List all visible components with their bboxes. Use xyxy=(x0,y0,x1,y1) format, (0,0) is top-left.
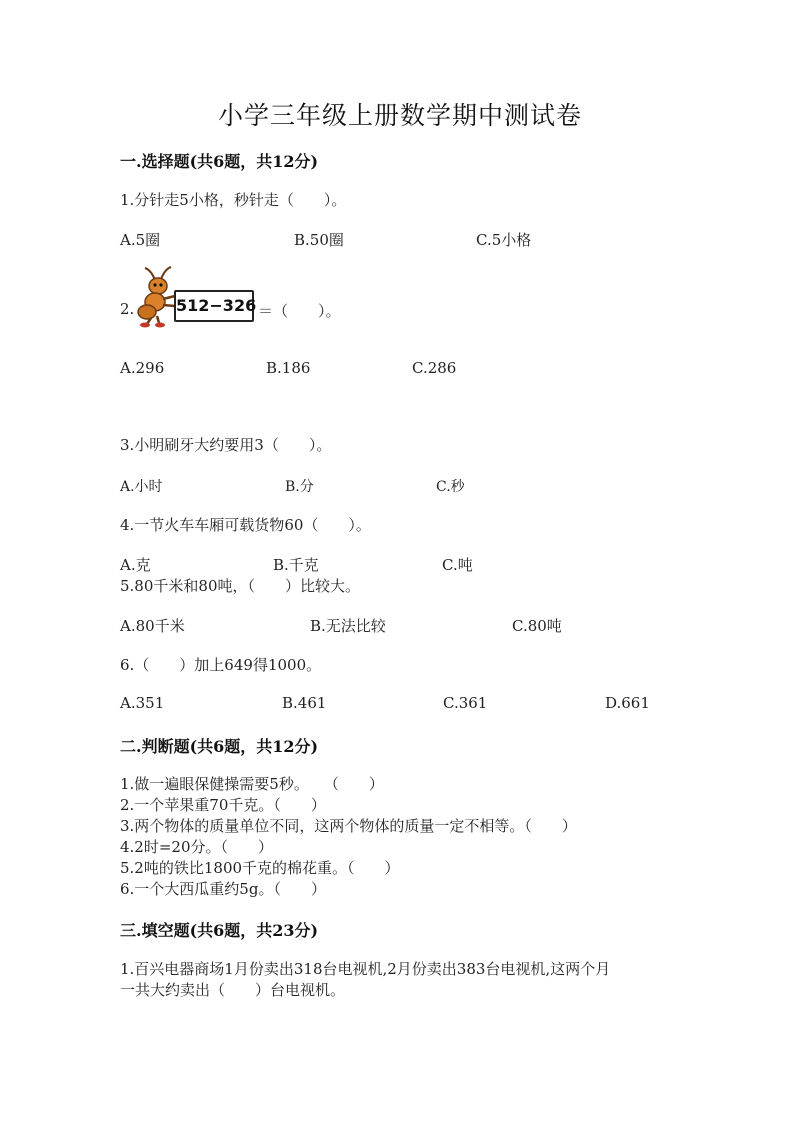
fill-question-1-line-2: 一共大约卖出（ ）台电视机。 xyxy=(120,981,346,999)
question-1-option-c: C.5小格 xyxy=(476,231,532,249)
question-3-option-c: C.秒 xyxy=(436,479,465,495)
question-3-option-a: A.小时 xyxy=(120,479,163,495)
question-3-option-b: B.分 xyxy=(285,479,314,495)
question-1-stem: 1.分针走5小格，秒针走（ ）。 xyxy=(120,191,347,209)
question-5-stem: 5.80千米和80吨，（ ）比较大。 xyxy=(120,577,360,595)
judgement-item-3: 3.两个物体的质量单位不同，这两个物体的质量一定不相等。（ ） xyxy=(120,817,577,835)
judgement-item-1: 1.做一遍眼保健操需要5秒。 （ ） xyxy=(120,775,384,793)
question-4-option-b: B.千克 xyxy=(273,556,319,574)
question-6-option-d: D.661 xyxy=(605,694,650,712)
question-6-option-a: A.351 xyxy=(120,694,165,712)
question-2-option-a: A.296 xyxy=(120,359,165,377)
fill-question-1-line-1: 1.百兴电器商场1月份卖出318台电视机,2月份卖出383台电视机,这两个月 xyxy=(120,960,611,978)
question-3-stem: 3.小明刷牙大约要用3（ ）。 xyxy=(120,436,332,454)
judgement-item-5: 5.2吨的铁比1800千克的棉花重。（ ） xyxy=(120,859,400,877)
question-4-option-c: C.吨 xyxy=(442,556,473,574)
question-5-option-c: C.80吨 xyxy=(512,617,562,635)
section-heading-true-false: 二.判断题(共6题，共12分) xyxy=(120,737,319,756)
judgement-item-6: 6.一个大西瓜重约5g。（ ） xyxy=(120,880,326,898)
question-2-option-b: B.186 xyxy=(266,359,311,377)
judgement-item-4: 4.2时=20分。（ ） xyxy=(120,838,274,856)
question-4-option-a: A.克 xyxy=(120,556,151,574)
judgement-item-2: 2.一个苹果重70千克。（ ） xyxy=(120,796,326,814)
question-6-option-b: B.461 xyxy=(282,694,327,712)
question-5-option-b: B.无法比较 xyxy=(310,617,386,635)
question-2-number: 2. xyxy=(120,300,135,318)
question-6-option-c: C.361 xyxy=(443,694,488,712)
question-1-option-a: A.5圈 xyxy=(120,231,161,249)
question-5-option-a: A.80千米 xyxy=(120,617,185,635)
question-4-stem: 4.一节火车车厢可载货物60（ ）。 xyxy=(120,516,371,534)
page-title: 小学三年级上册数学期中测试卷 xyxy=(217,101,582,130)
question-6-stem: 6.（ ）加上649得1000。 xyxy=(120,656,322,674)
section-heading-choice: 一.选择题(共6题，共12分) xyxy=(120,152,319,171)
question-2-option-c: C.286 xyxy=(412,359,457,377)
formula-card: 512−326 xyxy=(174,290,254,322)
section-heading-fill-blank: 三.填空题(共6题，共23分) xyxy=(120,921,319,940)
question-2-stem-tail: ＝（ ）。 xyxy=(258,302,341,320)
question-1-option-b: B.50圈 xyxy=(294,231,344,249)
